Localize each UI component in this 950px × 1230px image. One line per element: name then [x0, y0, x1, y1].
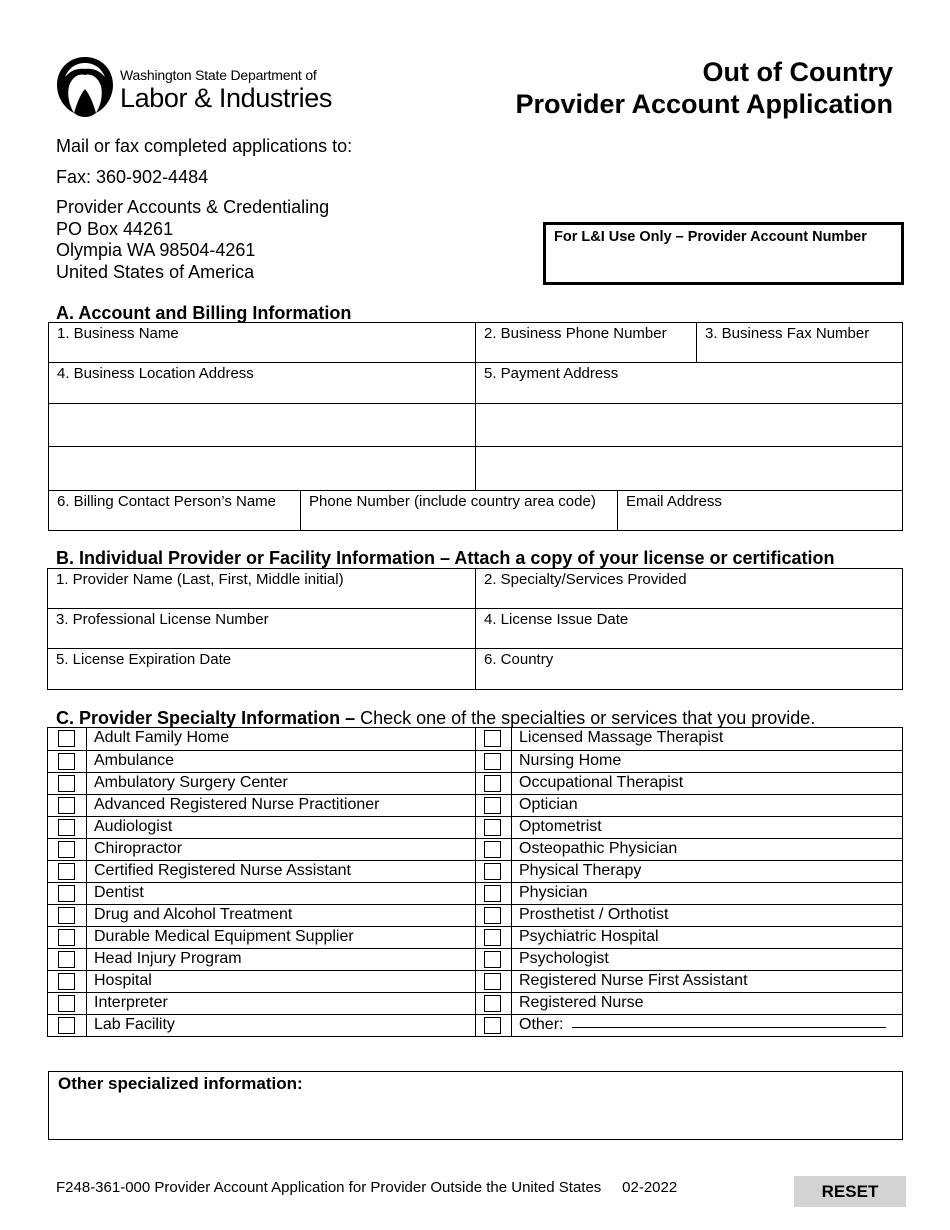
license-issue-date-field[interactable]	[475, 608, 903, 649]
specialty-checklist	[47, 727, 903, 1037]
other-specialized-info-label: Other specialized information:	[58, 1074, 303, 1093]
logo-text-line2: Labor & Industries	[120, 83, 332, 113]
license-number-field[interactable]	[47, 608, 476, 649]
address-line: United States of America	[56, 261, 255, 282]
specialty-checkbox[interactable]	[58, 907, 75, 924]
address-line: Provider Accounts & Credentialing	[56, 197, 330, 217]
specialty-label: Optometrist	[519, 818, 602, 835]
specialty-checkbox[interactable]	[484, 841, 501, 858]
specialty-checkbox[interactable]	[484, 907, 501, 924]
payment-address-line2[interactable]	[475, 403, 903, 447]
specialty-label: Drug and Alcohol Treatment	[94, 906, 293, 923]
other-specialized-info-field[interactable]	[48, 1071, 903, 1140]
specialty-checkbox[interactable]	[58, 730, 75, 747]
form-date: 02-2022	[622, 1179, 678, 1196]
form-id: F248-361-000 Provider Account Application for Provider Outside the United States	[56, 1179, 602, 1196]
specialty-label: Optician	[519, 796, 578, 813]
specialty-checkbox[interactable]	[58, 841, 75, 858]
specialty-row	[48, 948, 902, 970]
field-label: Phone Number (include country area code)	[309, 493, 596, 510]
fax-number: Fax: 360-902-4484	[56, 166, 209, 187]
specialty-checkbox[interactable]	[484, 819, 501, 836]
specialty-label: Advanced Registered Nurse Practitioner	[94, 796, 380, 813]
field-label: 2. Specialty/Services Provided	[484, 571, 687, 588]
license-expiration-field[interactable]	[47, 648, 476, 690]
specialty-services-field[interactable]	[475, 568, 903, 609]
specialty-row	[48, 728, 902, 750]
specialty-checkbox[interactable]	[484, 885, 501, 902]
specialty-label: Registered Nurse	[519, 994, 644, 1011]
specialty-label: Osteopathic Physician	[519, 840, 678, 857]
lni-use-only-box	[543, 222, 904, 285]
specialty-label: Physical Therapy	[519, 862, 642, 879]
reset-button[interactable]: RESET	[794, 1176, 906, 1207]
specialty-checkbox[interactable]	[484, 973, 501, 990]
specialty-label: Ambulatory Surgery Center	[94, 774, 288, 791]
specialty-checkbox[interactable]	[58, 885, 75, 902]
specialty-label: Prosthetist / Orthotist	[519, 906, 669, 923]
title-line2: Provider Account Application	[515, 89, 893, 119]
specialty-row	[48, 772, 902, 794]
specialty-checkbox[interactable]	[58, 929, 75, 946]
specialty-label: Hospital	[94, 972, 152, 989]
lni-logo-icon	[55, 55, 115, 117]
field-label: 3. Business Fax Number	[705, 325, 870, 342]
specialty-checkbox[interactable]	[484, 863, 501, 880]
specialty-label: Psychologist	[519, 950, 609, 967]
specialty-checkbox[interactable]	[58, 753, 75, 770]
page-title	[515, 56, 893, 120]
specialty-label: Nursing Home	[519, 752, 622, 769]
field-label: Email Address	[626, 493, 722, 510]
section-c-title	[56, 708, 815, 729]
lni-use-only-label: For L&I Use Only – Provider Account Number	[554, 229, 867, 245]
specialty-label: Lab Facility	[94, 1016, 175, 1033]
business-name-field[interactable]	[48, 322, 476, 363]
specialty-row	[48, 794, 902, 816]
other-specialty-input[interactable]	[572, 1014, 886, 1028]
specialty-checkbox[interactable]	[58, 819, 75, 836]
payment-address-field[interactable]	[475, 362, 903, 404]
field-label: 1. Business Name	[57, 325, 179, 342]
country-field[interactable]	[475, 648, 903, 690]
specialty-checkbox[interactable]	[58, 995, 75, 1012]
specialty-row	[48, 1014, 902, 1036]
specialty-checkbox[interactable]	[484, 753, 501, 770]
specialty-row	[48, 970, 902, 992]
address-line: Olympia WA 98504-4261	[56, 240, 256, 260]
field-label: 2. Business Phone Number	[484, 325, 667, 342]
mail-intro: Mail or fax completed applications to:	[56, 136, 353, 156]
specialty-label: Adult Family Home	[94, 729, 230, 746]
location-address-line3[interactable]	[48, 446, 476, 491]
specialty-label: Registered Nurse First Assistant	[519, 972, 748, 989]
field-label: 1. Provider Name (Last, First, Middle initial)	[56, 571, 344, 588]
specialty-checkbox[interactable]	[484, 951, 501, 968]
specialty-checkbox[interactable]	[58, 863, 75, 880]
section-c-instructions: Check one of the specialties or services that you provide.	[355, 708, 816, 728]
contact-phone-field[interactable]	[300, 490, 618, 531]
specialty-label: Physician	[519, 884, 588, 901]
field-label: 3. Professional License Number	[56, 611, 269, 628]
section-a-title: A. Account and Billing Information	[56, 303, 352, 323]
form-footer	[56, 1179, 677, 1196]
billing-contact-field[interactable]	[48, 490, 301, 531]
specialty-row	[48, 992, 902, 1014]
specialty-checkbox[interactable]	[58, 1017, 75, 1034]
mailing-instructions	[56, 136, 352, 283]
section-c-title-bold: C. Provider Specialty Information –	[56, 708, 356, 728]
field-label: 4. Business Location Address	[57, 365, 254, 382]
specialty-row	[48, 860, 902, 882]
specialty-checkbox[interactable]	[484, 775, 501, 792]
specialty-label: Chiropractor	[94, 840, 183, 857]
location-address-line2[interactable]	[48, 403, 476, 447]
contact-email-field[interactable]	[617, 490, 903, 531]
specialty-label: Head Injury Program	[94, 950, 242, 967]
specialty-row	[48, 926, 902, 948]
specialty-checkbox[interactable]	[58, 775, 75, 792]
specialty-label: Psychiatric Hospital	[519, 928, 659, 945]
specialty-checkbox[interactable]	[58, 973, 75, 990]
title-line1: Out of Country	[702, 57, 893, 87]
business-fax-field[interactable]	[696, 322, 903, 363]
specialty-row	[48, 904, 902, 926]
specialty-checkbox[interactable]	[484, 995, 501, 1012]
field-label: 6. Billing Contact Person’s Name	[57, 493, 276, 510]
specialty-checkbox[interactable]	[484, 929, 501, 946]
field-label: 5. License Expiration Date	[56, 651, 232, 668]
specialty-checkbox[interactable]	[58, 797, 75, 814]
specialty-row	[48, 750, 902, 772]
address-line: PO Box 44261	[56, 218, 174, 239]
specialty-label: Interpreter	[94, 994, 168, 1011]
payment-address-line3[interactable]	[475, 446, 903, 491]
specialty-label: Ambulance	[94, 752, 175, 769]
specialty-label: Dentist	[94, 884, 144, 901]
specialty-checkbox[interactable]	[58, 951, 75, 968]
specialty-checkbox[interactable]	[484, 730, 501, 747]
specialty-row	[48, 838, 902, 860]
other-specialty-line-wrap	[568, 1014, 886, 1033]
specialty-label: Occupational Therapist	[519, 774, 684, 791]
specialty-row	[48, 816, 902, 838]
specialty-label: Licensed Massage Therapist	[519, 729, 724, 746]
section-b-title: B. Individual Provider or Facility Information – Attach a copy of your license or certification	[56, 548, 835, 568]
field-label: 5. Payment Address	[484, 365, 619, 382]
specialty-label: Certified Registered Nurse Assistant	[94, 862, 351, 879]
specialty-row	[48, 882, 902, 904]
business-phone-field[interactable]	[475, 322, 697, 363]
specialty-checkbox[interactable]	[484, 797, 501, 814]
specialty-label: Audiologist	[94, 818, 173, 835]
agency-logo	[55, 55, 332, 119]
location-address-field[interactable]	[48, 362, 476, 404]
field-label: 6. Country	[484, 651, 554, 668]
provider-name-field[interactable]	[47, 568, 476, 609]
field-label: 4. License Issue Date	[484, 611, 629, 628]
specialty-label: Durable Medical Equipment Supplier	[94, 928, 354, 945]
logo-text-line1: Washington State Department of	[120, 67, 317, 83]
specialty-label: Other:	[519, 1016, 564, 1033]
specialty-checkbox[interactable]	[484, 1017, 501, 1034]
